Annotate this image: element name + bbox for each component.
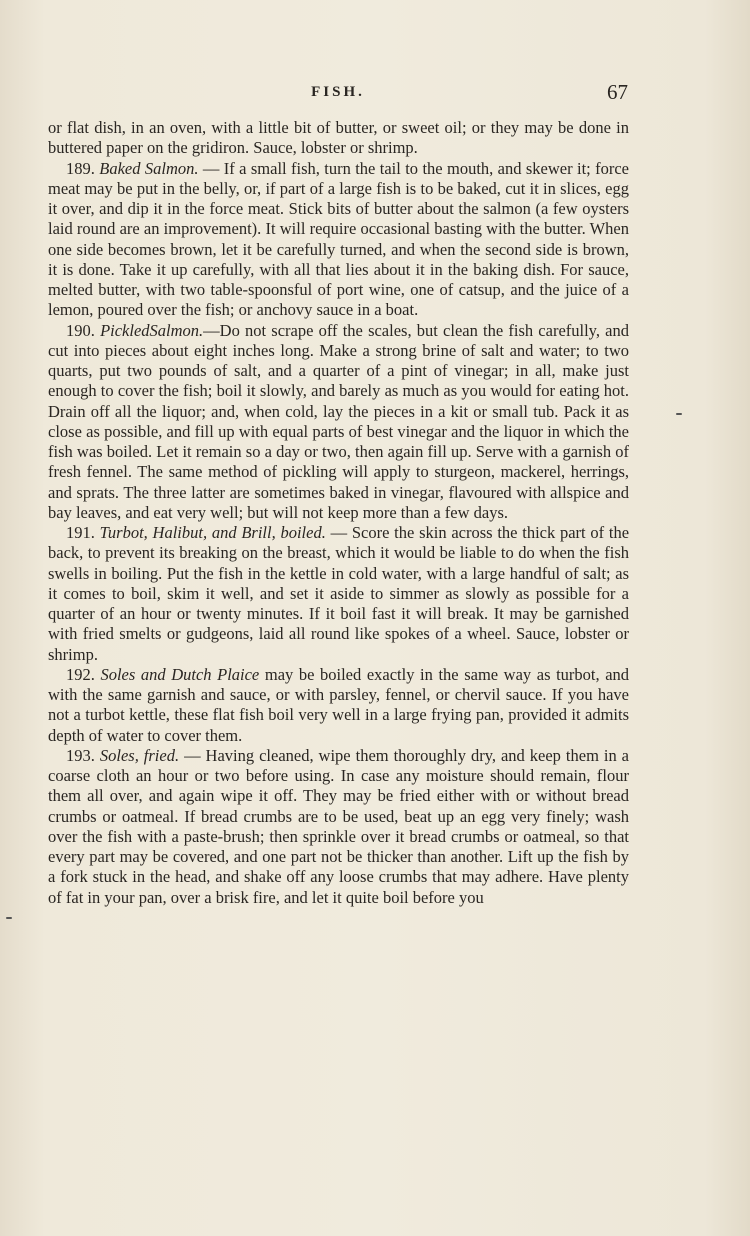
recipe-number: 192. [66, 664, 95, 684]
page-header [48, 80, 628, 110]
recipe-text: may be boiled exactly in the same way as turbot, and with the same garnish and sauce, or with parsley, fennel, or chervil sauce. If you have not a turbot kettle, these flat fish boil very well in a large frying pan, provided it admits depth of water to cover them. [48, 664, 630, 745]
recipe-189 [48, 159, 629, 321]
recipe-title: Baked Salmon. [99, 158, 199, 178]
text-body [48, 118, 629, 908]
recipe-190 [48, 321, 629, 524]
recipe-text: —Do not scrape off the scales, but clean the fish carefully, and cut into pieces about eight inches long. Make a strong brine of salt and water; to two quarts, put two pounds of salt, and a quarter of a pint of vinegar; in all, make just enough to cover the fish; boil it slowly, and barely as much as you would for eating hot. Drain off all the liquor; and, when cold, lay the pieces in a kit or small tub. Pack it as close as possible, and fill up with equal parts of best vinegar and the liquor in which the fish was boiled. Let it remain so a day or two, then again fill up. Serve with a garnish of fresh fennel. The same method of pickling will apply to sturgeon, mackerel, herrings, and sprats. The three latter are sometimes baked in vinegar, flavoured with allspice and bay leaves, and eat very well; but will not keep more than a few days. [48, 320, 629, 522]
recipe-193 [48, 746, 629, 908]
margin-mark [676, 413, 682, 415]
recipe-number: 193. [66, 745, 95, 765]
recipe-number: 191. [66, 523, 95, 542]
recipe-title: Soles, fried. [99, 745, 180, 765]
running-head: FISH. [311, 84, 365, 100]
recipe-191 [48, 523, 629, 665]
page-number: 67 [607, 80, 628, 104]
recipe-title: Soles and Dutch Plaice [100, 664, 260, 684]
continuation-paragraph: or flat dish, in an oven, with a little bit of butter, or sweet oil; or they may be done in buttered paper on the gridiron. Sauce, lobster or shrimp. [48, 118, 629, 158]
recipe-text: — If a small fish, turn the tail to the mouth, and skewer it; force meat may be put in the belly, or, if part of a large fish is to be baked, cut it in slices, egg it over, and dip it in the force meat. Stick bits of butter about the salmon (a few oysters laid round are an improvement). It will require occasional basting with the butter. When one side becomes brown, let it be carefully turned, and when the second side is brown, it is done. Take it up carefully, with all that lies about it in the baking dish. For sauce, melted butter, with two table-spoonsful of port wine, one of catsup, and the juice of a lemon, poured over the fish; or anchovy sauce in a boat. [48, 158, 630, 320]
recipe-title: Turbot, Halibut, and Brill, boiled. [99, 523, 326, 542]
recipe-text: — Having cleaned, wipe them thoroughly dry, and keep them in a coarse cloth an hour or two before using. In case any moisture should remain, flour them all over, and again wipe it off. They may be fried either with or without bread crumbs or oatmeal. If bread crumbs are to be used, beat up an egg very finely; wash over the fish with a paste-brush; then sprinkle over it bread crumbs or oatmeal, so that every part may be covered, and one part not be thicker than another. Lift up the fish by a fork stuck in the head, and shake off any loose crumbs that may adhere. Have plenty of fat in your pan, over a brisk fire, and let it quite boil before you [48, 745, 630, 907]
recipe-text: — Score the skin across the thick part of the back, to prevent its breaking on the breast, which it would be liable to do when the fish swells in boiling. Put the fish in the kettle in cold water, with a large handful of salt; as it comes to boil, skim it well, and set it aside to simmer as slowly as possible for a quarter of an hour or twenty minutes. If it boil fast it will break. It may be garnished with fried smelts or gudgeons, laid all round like spokes of a wheel. Sauce, lobster or shrimp. [48, 523, 630, 664]
recipe-number: 189. [66, 158, 95, 178]
recipe-title: PickledSalmon. [100, 320, 204, 340]
recipe-192 [48, 665, 629, 746]
recipe-number: 190. [66, 320, 95, 340]
margin-mark [6, 917, 12, 919]
